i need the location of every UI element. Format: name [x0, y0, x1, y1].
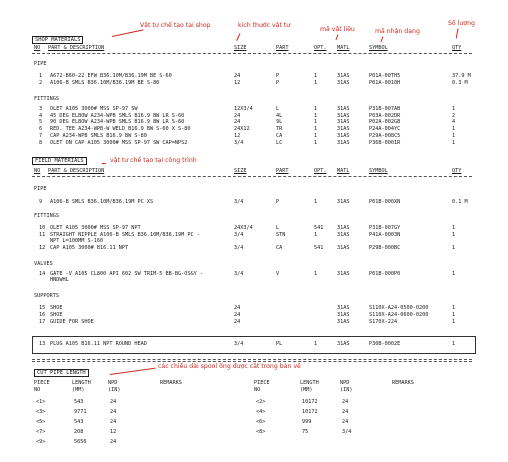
row-no: 16 [39, 312, 46, 318]
row-opt: 1 [314, 112, 318, 119]
cut-npd: 24 [342, 399, 349, 405]
annotation-arrow [102, 163, 106, 164]
row-symbol: P36B-0001R [369, 139, 401, 146]
row-size: 3/4 [234, 232, 244, 238]
row-part: L [276, 106, 280, 112]
row-qty: 0.3 M [452, 80, 468, 86]
field-col-matl: MATL [337, 168, 350, 174]
cut-subheader: (MM) [72, 387, 85, 393]
cut-piece: <1> [36, 399, 46, 405]
section-pipe-title: PIPE [34, 186, 47, 192]
section-fittings-title: FITTINGS [34, 96, 59, 102]
divider [32, 53, 472, 54]
annotation-material-code: mã vật liệu [320, 26, 355, 33]
section-fittings-title: FITTINGS [34, 213, 59, 219]
cut-pipe-length-header: CUT PIPE LENGTH [34, 369, 89, 377]
cut-npd: 3/4 [342, 429, 352, 435]
row-no: 8 [39, 139, 43, 146]
cut-subheader: NO [254, 387, 261, 393]
row-opt: 1 [314, 126, 318, 133]
row-no: 10 [39, 225, 46, 231]
annotation-arrow [112, 29, 144, 37]
cut-length: 10172 [302, 409, 318, 415]
annotation-arrow [380, 36, 383, 42]
cut-length: 543 [74, 399, 84, 405]
cut-length: 5656 [74, 439, 87, 445]
row-opt: 1 [314, 132, 318, 139]
row-opt: 1 [314, 119, 318, 126]
cut-length: 999 [302, 419, 312, 425]
row-size: 24 [234, 312, 241, 318]
row-size: 24 [234, 112, 241, 119]
cut-header: NPD [108, 380, 118, 386]
row-desc: GUIDE FOR SHOE [50, 319, 94, 325]
annotation-shop-material: Vật tư chế tạo tại shop [140, 22, 211, 29]
row-symbol: P01A-0010H [369, 80, 401, 86]
row-size: 3/4 [234, 271, 244, 277]
row-symbol: S110X-A24-0500-0200 [369, 305, 429, 311]
shop-col-qty: QTY [452, 45, 462, 51]
row-size: 24 [234, 305, 241, 311]
field-col-size: SIZE [234, 168, 247, 174]
row-matl: 31AS [337, 199, 350, 205]
cut-piece: <3> [36, 409, 46, 415]
row-no: 6 [39, 126, 43, 133]
row-desc: STRAIGHT NIPPLE A106-B SMLS B36.10M/B36.19M PC - [50, 232, 200, 238]
row-desc: SHOE [50, 312, 63, 318]
row-size: 12X3/4 [234, 106, 253, 112]
row-size: 24 [234, 319, 241, 325]
cut-piece: <6> [256, 419, 266, 425]
row-qty: 1 [452, 132, 456, 139]
row-no: 5 [39, 119, 43, 126]
row-qty: 1 [452, 139, 456, 146]
row-desc: 45 DEG ELBOW A234-WPB SMLS B16.9 BW LR S-60 [50, 112, 185, 119]
field-materials-header: FIELD MATERIALS [32, 157, 87, 165]
cut-subheader: (MM) [300, 387, 313, 393]
cut-piece: <4> [256, 409, 266, 415]
field-col-opt: OPT. [314, 168, 327, 174]
row-size: 24X12 [234, 126, 250, 133]
row-symbol: S110X-A24-0600-0200 [369, 312, 429, 318]
shop-col-part: PART [276, 45, 289, 51]
annotation-size: kích thước vật tư [238, 22, 291, 29]
row-opt: 1 [314, 199, 318, 205]
row-size: 24 [234, 119, 241, 126]
annotation-symbol: mã nhận dạng [375, 28, 420, 35]
row-opt: 541 [314, 245, 324, 251]
row-symbol: P41A-0003N [369, 232, 401, 238]
row-part: STN [276, 232, 286, 238]
row-desc: GATE -V A105 CL800 API 602 SW TRIM-5 BB-BG-OS&Y - [50, 271, 204, 277]
cut-npd: 24 [342, 419, 349, 425]
row-part: L [276, 225, 280, 231]
field-col-part-desc: PART & DESCRIPTION [48, 168, 105, 174]
row-matl: 31AS [337, 126, 350, 133]
row-no: 17 [39, 319, 46, 325]
row-qty: 1 [452, 271, 456, 277]
cut-npd: 24 [110, 399, 117, 405]
annotation-arrow [110, 368, 156, 375]
row-qty: 1 [452, 341, 456, 347]
row-desc: A672-B60-22 EFW B36.10M/B36.19M BE S-60 [50, 73, 172, 79]
row-size: 12 [234, 80, 241, 86]
divider [32, 176, 472, 177]
row-symbol: P01B-000P0 [369, 271, 401, 277]
row-qty: 1 [452, 126, 456, 133]
row-desc-cont: HNDWHL [50, 277, 69, 283]
row-part: LC [276, 139, 283, 146]
row-part: P [276, 73, 280, 79]
row-qty: 4 [452, 119, 456, 126]
shop-col-part-desc: PART & DESCRIPTION [48, 45, 105, 51]
cut-subheader: NO [34, 387, 41, 393]
cut-length: 75 [302, 429, 309, 435]
row-symbol: P31B-007AB [369, 106, 401, 112]
row-matl: 31AS [337, 232, 350, 238]
cut-subheader: (IN) [108, 387, 121, 393]
row-opt: 1 [314, 341, 318, 347]
row-qty: 0.1 M [452, 199, 468, 205]
row-matl: 31AS [337, 271, 350, 277]
row-qty: 1 [452, 305, 456, 311]
shop-col-opt: OPT. [314, 45, 327, 51]
field-col-symbol: SYMBOL [369, 168, 388, 174]
row-part: P [276, 199, 280, 205]
row-matl: 31AS [337, 132, 350, 139]
row-part: TR [276, 126, 283, 133]
row-qty: 1 [452, 312, 456, 318]
row-size: 3/4 [234, 341, 244, 347]
row-desc: SHOE [50, 305, 63, 311]
cut-npd: 24 [110, 419, 117, 425]
row-symbol: P29A-008C5 [369, 132, 401, 139]
row-qty: 1 [452, 106, 456, 112]
row-part: V [276, 271, 280, 277]
cut-length: 10172 [302, 399, 318, 405]
divider [32, 361, 472, 362]
row-opt: 1 [314, 73, 318, 79]
row-no: 14 [39, 271, 46, 277]
row-qty: 1 [452, 232, 456, 238]
divider [32, 359, 472, 360]
row-matl: 31AS [337, 312, 350, 318]
row-matl: 31AS [337, 305, 350, 311]
row-size: 24 [234, 73, 241, 79]
cut-piece: <5> [36, 419, 46, 425]
annotation-cut-lengths: các chiều dài spool ống được cắt trong bản vẽ [158, 363, 301, 370]
row-opt: 1 [314, 139, 318, 146]
row-size: 3/4 [234, 199, 244, 205]
cut-header: REMARKS [160, 380, 182, 386]
row-desc-cont: NPT L=100MM S-160 [50, 238, 104, 244]
row-symbol: P02A-002GB [369, 119, 401, 126]
row-part: PL [276, 341, 283, 347]
row-matl: 31AS [337, 319, 350, 325]
row-opt: 1 [314, 232, 318, 238]
row-opt: 1 [314, 80, 318, 86]
row-opt: 1 [314, 271, 318, 277]
row-no: 15 [39, 305, 46, 311]
cut-length: 543 [74, 419, 84, 425]
row-size: 3/4 [234, 245, 244, 251]
row-size: 12 [234, 132, 241, 139]
row-desc: OLET A105 3000# MSS SP-97 SW [50, 106, 138, 112]
row-symbol: P30B-0002E [369, 341, 401, 347]
row-part: P [276, 80, 280, 86]
row-matl: 31AS [337, 119, 350, 126]
section-valves-title: VALVES [34, 261, 53, 267]
row-opt: 1 [314, 106, 318, 112]
row-desc: CAP A105 3000# B16.11 NPT [50, 245, 129, 251]
row-no: 7 [39, 132, 43, 139]
row-qty: 1 [452, 319, 456, 325]
row-no: 1 [39, 73, 43, 79]
cut-piece: <2> [256, 399, 266, 405]
shop-col-matl: MATL [337, 45, 350, 51]
row-matl: 31AS [337, 225, 350, 231]
row-matl: 31AS [337, 73, 350, 79]
cut-subheader: (IN) [340, 387, 353, 393]
row-symbol: P29B-000BC [369, 245, 401, 251]
field-col-no: NO [34, 168, 41, 174]
row-size: 24X3/4 [234, 225, 253, 231]
cut-npd: 24 [342, 409, 349, 415]
row-part: 4L [276, 112, 283, 119]
annotation-arrow [335, 34, 338, 40]
field-col-qty: QTY [452, 168, 462, 174]
row-part: CA [276, 245, 283, 251]
row-no: 3 [39, 106, 43, 112]
cut-piece: <7> [36, 429, 46, 435]
row-matl: 31AS [337, 80, 350, 86]
row-desc: OLET A105 3000# MSS SP-97 NPT [50, 225, 141, 231]
row-qty: 1 [452, 245, 456, 251]
cut-header: REMARKS [392, 380, 414, 386]
row-part: 9L [276, 119, 283, 126]
row-qty: 2 [452, 112, 456, 119]
row-symbol: P01B-000XN [369, 199, 401, 205]
shop-col-symbol: SYMBOL [369, 45, 388, 51]
row-no: 13 [39, 341, 46, 347]
row-no: 11 [39, 232, 46, 238]
row-no: 12 [39, 245, 46, 251]
field-col-part: PART [276, 168, 289, 174]
row-no: 9 [39, 199, 43, 205]
row-symbol: P31B-007GY [369, 225, 401, 231]
row-qty: 37.9 M [452, 73, 471, 79]
cut-header: NPD [340, 380, 350, 386]
row-part: CA [276, 132, 283, 139]
annotation-arrow [236, 33, 240, 41]
row-matl: 31AS [337, 341, 350, 347]
row-desc: 90 DEG ELBOW A234-WPB SMLS B16.9 BW LR S-60 [50, 119, 185, 126]
row-desc: A106-B SMLS B36.10M/B36.19M BE S-80 [50, 80, 160, 86]
cut-npd: 12 [110, 429, 117, 435]
row-desc: A106-B SMLS B36.10M/B36.19M PC XS [50, 199, 154, 205]
row-symbol: P03A-002DR [369, 112, 401, 119]
cut-header: PIECE [34, 380, 50, 386]
row-desc: OLET ON CAP A105 3000# MSS SP-97 SW CAP=NPS2 [50, 139, 188, 146]
row-size: 3/4 [234, 139, 244, 146]
annotation-field-material: vật tư chế tạo tại công trình [110, 157, 197, 164]
cut-header: LENGTH [72, 380, 91, 386]
row-matl: 31AS [337, 245, 350, 251]
row-no: 4 [39, 112, 43, 119]
row-matl: 31AS [337, 139, 350, 146]
row-matl: 31AS [337, 106, 350, 112]
cut-length: 9771 [74, 409, 87, 415]
row-symbol: S170X-224 [369, 319, 398, 325]
row-desc: CAP A234-WPB SMLS B16.9 BW S-80 [50, 132, 147, 139]
row-desc: PLUG A105 B16.11 NPT ROUND HEAD [50, 341, 147, 347]
cut-npd: 24 [110, 439, 117, 445]
cut-piece: <8> [256, 429, 266, 435]
row-qty: 1 [452, 225, 456, 231]
row-no: 2 [39, 80, 43, 86]
shop-col-size: SIZE [234, 45, 247, 51]
shop-col-no: NO [34, 45, 41, 51]
row-symbol: P24A-004YC [369, 126, 401, 133]
row-opt: 541 [314, 225, 324, 231]
cut-header: PIECE [254, 380, 270, 386]
section-pipe-title: PIPE [34, 61, 47, 67]
cut-npd: 24 [110, 409, 117, 415]
annotation-qty: Số lượng [448, 20, 475, 27]
annotation-arrow [456, 28, 459, 38]
cut-piece: <9> [36, 439, 46, 445]
row-matl: 31AS [337, 112, 350, 119]
cut-length: 208 [74, 429, 84, 435]
row-symbol: P01A-00TH5 [369, 73, 401, 79]
section-supports-title: SUPPORTS [34, 293, 59, 299]
cut-header: LENGTH [300, 380, 319, 386]
row-desc: RED. TEE A234-WPB-W WELD B16.9 BW S-60 X S-80 [50, 126, 191, 133]
shop-materials-header: SHOP MATERIALS [32, 36, 83, 44]
